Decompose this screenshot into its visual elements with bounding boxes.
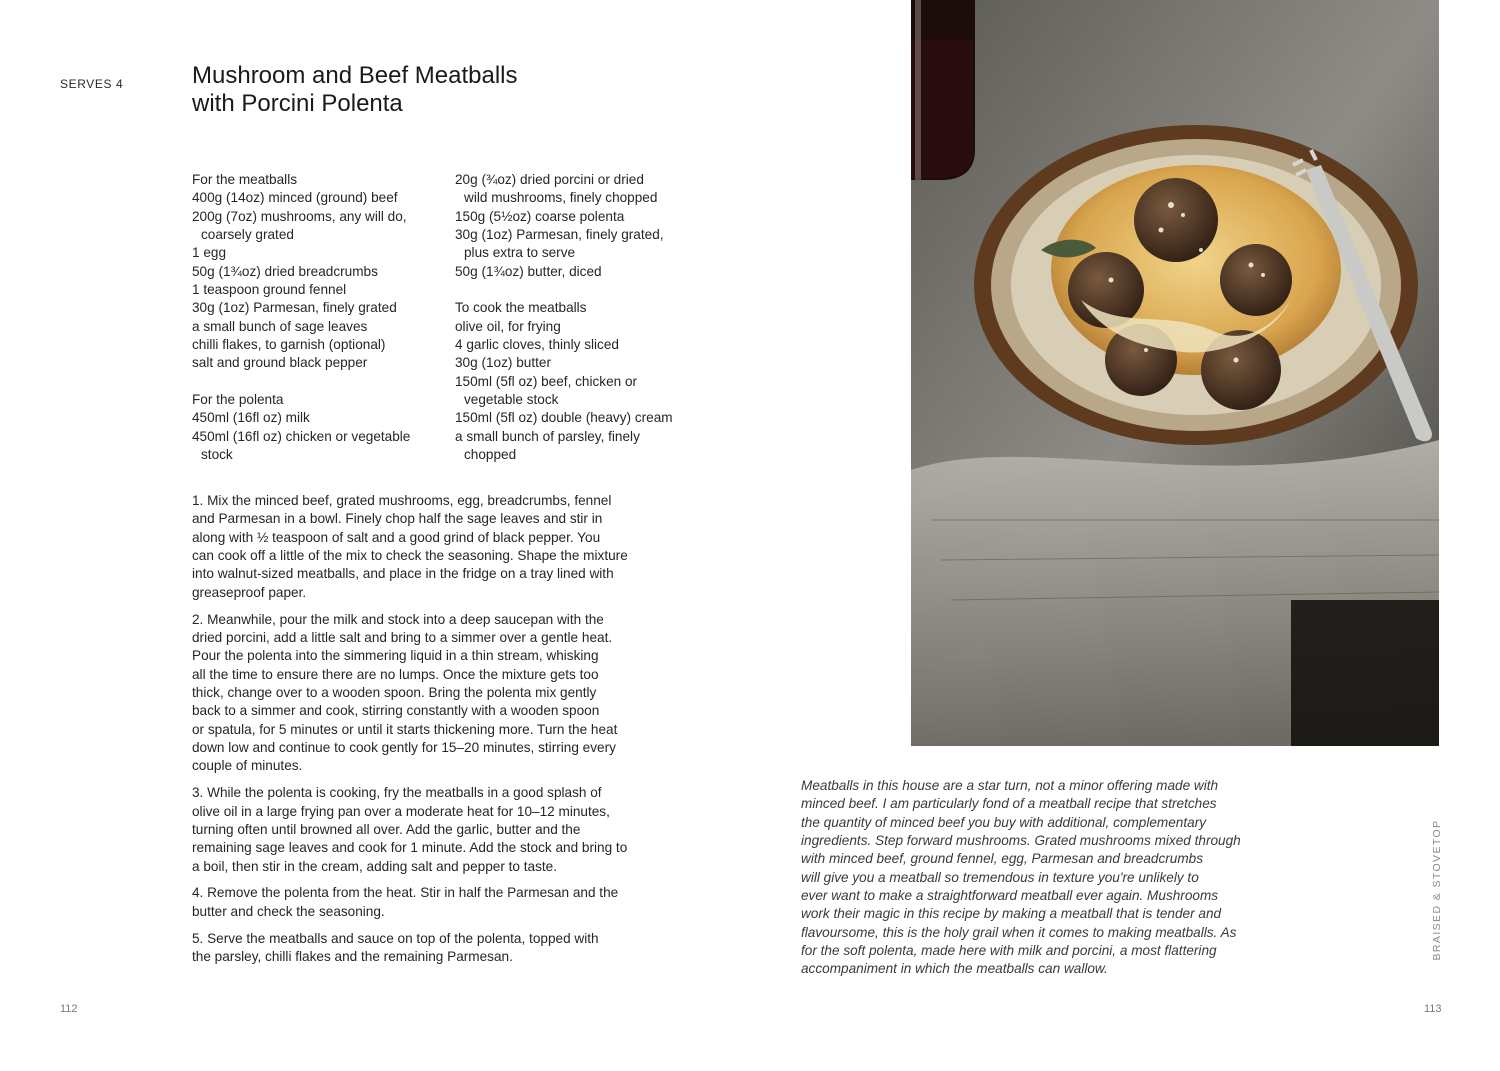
ingredient-line: 1 egg xyxy=(192,245,227,261)
intro-line: for the soft polenta, made here with milk and porcini, a most flattering xyxy=(801,943,1217,959)
intro-line: ever want to make a straightforward meatball ever again. Mushrooms xyxy=(801,888,1219,904)
method-line: back to a simmer and cook, stirring constantly with a wooden spoon xyxy=(192,703,600,719)
intro-line: flavoursome, this is the holy grail when it comes to making meatballs. As xyxy=(801,924,1237,940)
ingredient-line: a small bunch of sage leaves xyxy=(192,318,368,334)
ingredient-line: 30g (1oz) Parmesan, finely grated, xyxy=(455,227,664,243)
ingredient-line: stock xyxy=(201,447,233,463)
method-line: and Parmesan in a bowl. Finely chop half the sage leaves and stir in xyxy=(192,511,603,527)
chapter-tag: BRAISED & STOVETOP xyxy=(1431,819,1443,961)
method-line: 3. While the polenta is cooking, fry the meatballs in a good splash of xyxy=(192,785,602,801)
recipe-title-line: Mushroom and Beef Meatballs xyxy=(192,62,518,89)
method-step xyxy=(192,884,702,921)
recipe-title xyxy=(192,62,712,118)
ingredient-line: 1 teaspoon ground fennel xyxy=(192,282,347,298)
ingredient-line: 200g (7oz) mushrooms, any will do, xyxy=(192,208,407,224)
method-step xyxy=(192,784,702,876)
intro-line: minced beef. I am particularly fond of a meatball recipe that stretches xyxy=(801,796,1217,812)
ingredient-line: 20g (¾oz) dried porcini or dried xyxy=(455,172,644,187)
method-line: can cook off a little of the mix to check the seasoning. Shape the mixture xyxy=(192,548,628,564)
method-line: olive oil in a large frying pan over a moderate heat for 10–12 minutes, xyxy=(192,803,610,819)
page-number-left: 112 xyxy=(60,1003,78,1015)
intro-line: will give you a meatball so tremendous in texture you're unlikely to xyxy=(801,869,1199,885)
ingredient-line: wild mushrooms, finely chopped xyxy=(464,190,658,206)
method-line: Pour the polenta into the simmering liquid in a thin stream, whisking xyxy=(192,648,599,664)
dish-illustration xyxy=(911,0,1439,746)
ingredient-line: For the meatballs xyxy=(192,172,298,187)
intro-line: accompaniment in which the meatballs can wallow. xyxy=(801,961,1108,977)
method-line: the parsley, chilli flakes and the remaining Parmesan. xyxy=(192,948,513,964)
intro-line: with minced beef, ground fennel, egg, Parmesan and breadcrumbs xyxy=(801,851,1204,867)
ingredient-line: salt and ground black pepper xyxy=(192,355,368,371)
ingredient-line: a small bunch of parsley, finely xyxy=(455,428,640,444)
intro-line: work their magic in this recipe by making a meatball that is tender and xyxy=(801,906,1222,922)
method-step xyxy=(192,930,702,967)
method-step xyxy=(192,492,702,602)
ingredient-line: 150ml (5fl oz) double (heavy) cream xyxy=(455,410,673,426)
ingredient-line: 4 garlic cloves, thinly sliced xyxy=(455,337,619,353)
intro-line: ingredients. Step forward mushrooms. Grated mushrooms mixed through xyxy=(801,833,1241,849)
method-line: down low and continue to cook gently for 15–20 minutes, stirring every xyxy=(192,739,616,755)
method-line: remaining sage leaves and cook for 1 minute. Add the stock and bring to xyxy=(192,840,628,856)
ingredient-line: 50g (1¾oz) butter, diced xyxy=(455,263,602,279)
recipe-title-line: with Porcini Polenta xyxy=(192,90,403,117)
ingredient-line: 450ml (16fl oz) chicken or vegetable xyxy=(192,428,411,444)
method-line: couple of minutes. xyxy=(192,758,303,774)
method-line: thick, change over to a wooden spoon. Bring the polenta mix gently xyxy=(192,684,597,700)
method-line: a boil, then stir in the cream, adding salt and pepper to taste. xyxy=(192,858,557,874)
ingredient-spacer xyxy=(192,373,447,391)
ingredients-column-2 xyxy=(455,171,710,465)
serves-label: SERVES 4 xyxy=(60,77,124,91)
ingredient-line: For the polenta xyxy=(192,392,284,408)
method-step xyxy=(192,611,702,776)
ingredient-line: coarsely grated xyxy=(201,227,294,243)
method-line: greaseproof paper. xyxy=(192,584,307,600)
ingredient-line: vegetable stock xyxy=(464,392,559,408)
ingredient-line: olive oil, for frying xyxy=(455,318,561,334)
ingredient-line: 30g (1oz) butter xyxy=(455,355,551,371)
ingredient-line: 400g (14oz) minced (ground) beef xyxy=(192,190,398,206)
method-line: along with ½ teaspoon of salt and a good grind of black pepper. You xyxy=(192,529,601,545)
dish-photo xyxy=(911,0,1439,746)
ingredient-line: chopped xyxy=(464,447,517,463)
method-line: 4. Remove the polenta from the heat. Stir in half the Parmesan and the xyxy=(192,885,619,901)
ingredient-line: 150g (5½oz) coarse polenta xyxy=(455,208,625,224)
method-line: all the time to ensure there are no lumps. Once the mixture gets too xyxy=(192,666,599,682)
ingredients-column-1 xyxy=(192,171,447,465)
method-line: or spatula, for 5 minutes or until it starts thickening more. Turn the heat xyxy=(192,721,618,737)
method-line: 5. Serve the meatballs and sauce on top of the polenta, topped with xyxy=(192,930,599,946)
method-line: 2. Meanwhile, pour the milk and stock into a deep saucepan with the xyxy=(192,611,604,627)
ingredient-line: 450ml (16fl oz) milk xyxy=(192,410,310,426)
ingredient-line: chilli flakes, to garnish (optional) xyxy=(192,337,386,353)
intro-line: the quantity of minced beef you buy with additional, complementary xyxy=(801,814,1207,830)
page-number-right: 113 xyxy=(1424,1003,1442,1015)
method-line: dried porcini, add a little salt and bring to a simmer over a gentle heat. xyxy=(192,629,613,645)
ingredient-line: To cook the meatballs xyxy=(455,300,587,316)
recipe-introduction xyxy=(801,777,1321,979)
method-line: into walnut-sized meatballs, and place in the fridge on a tray lined with xyxy=(192,566,614,582)
method-line: 1. Mix the minced beef, grated mushrooms, egg, breadcrumbs, fennel xyxy=(192,493,612,508)
ingredient-spacer xyxy=(455,281,710,299)
ingredient-line: 150ml (5fl oz) beef, chicken or xyxy=(455,373,638,389)
ingredient-line: 30g (1oz) Parmesan, finely grated xyxy=(192,300,397,316)
method-line: turning often until browned all over. Add the garlic, butter and the xyxy=(192,821,581,837)
method-steps xyxy=(192,492,702,975)
ingredient-line: 50g (1¾oz) dried breadcrumbs xyxy=(192,263,378,279)
method-line: butter and check the seasoning. xyxy=(192,903,385,919)
ingredient-line: plus extra to serve xyxy=(464,245,576,261)
intro-line: Meatballs in this house are a star turn, not a minor offering made with xyxy=(801,778,1219,793)
